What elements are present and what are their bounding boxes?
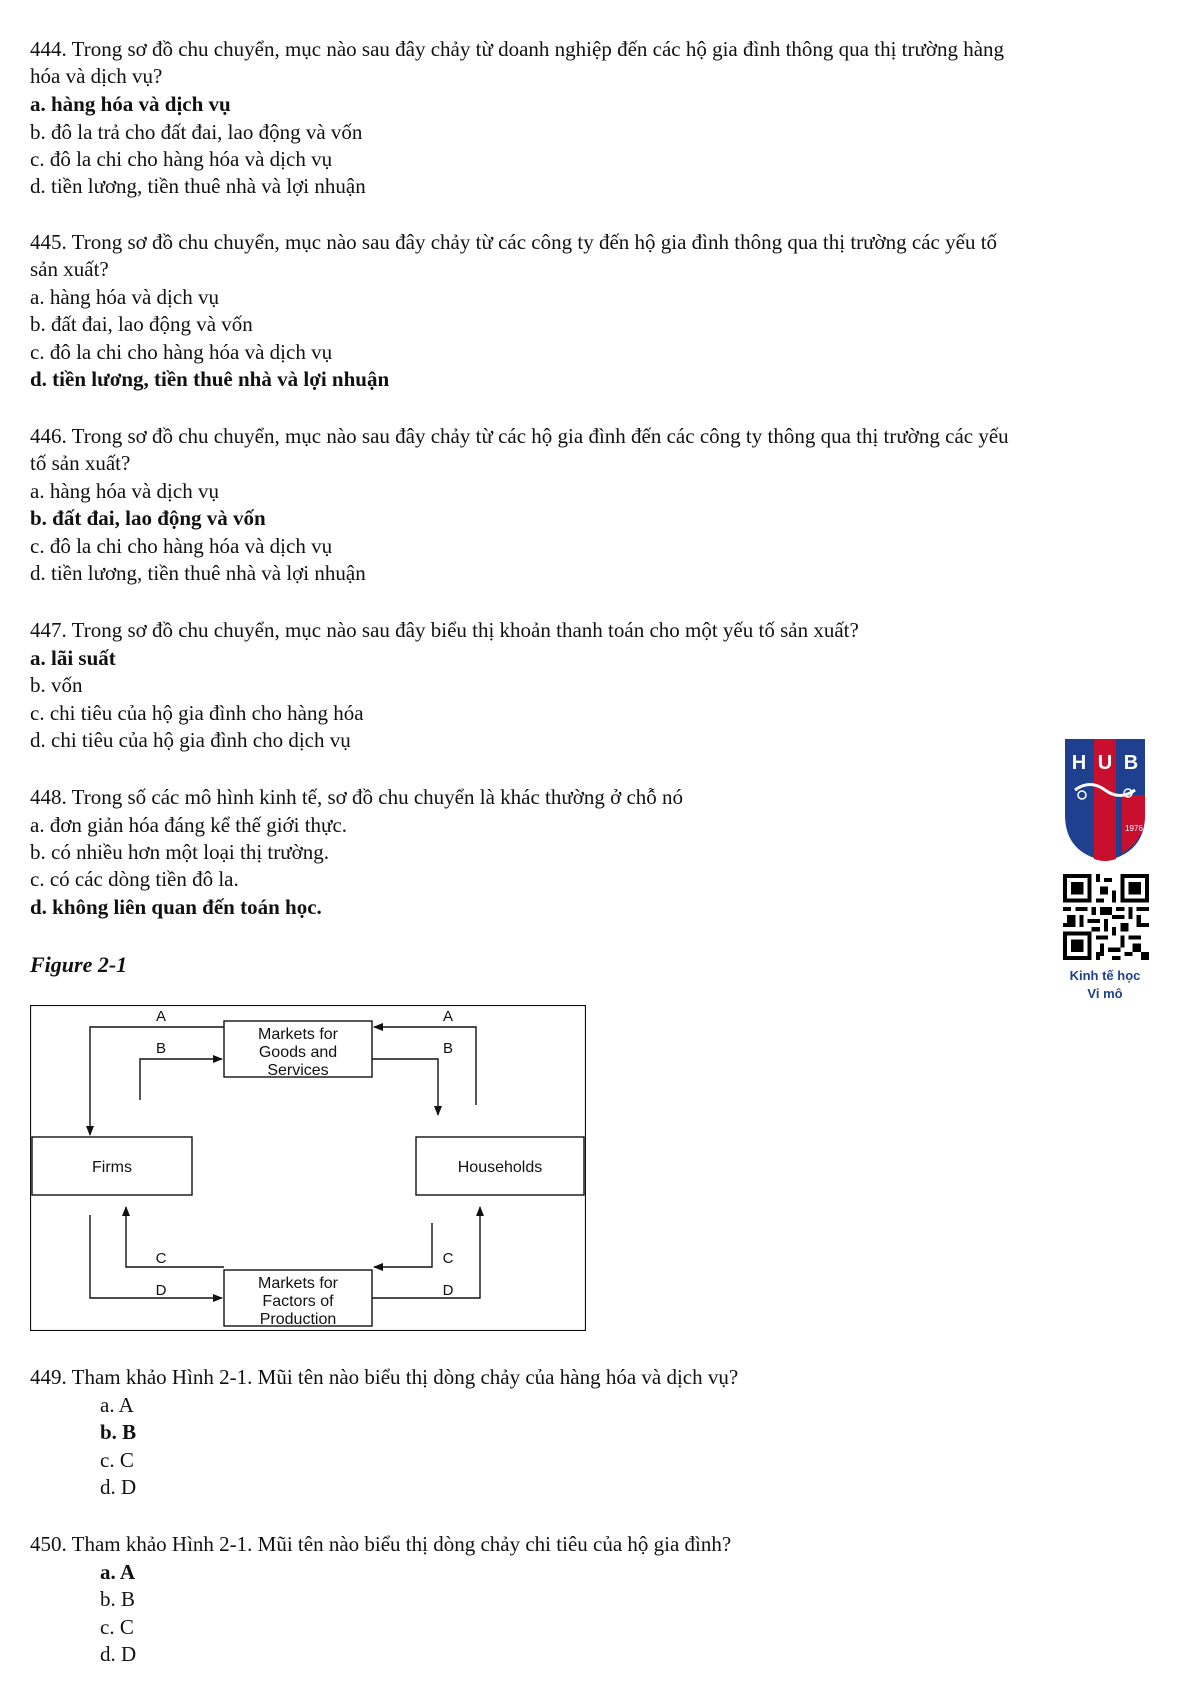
q449-option-d: d. D bbox=[100, 1475, 137, 1499]
q450-option-d: d. D bbox=[100, 1642, 137, 1666]
logo-caption-2: Vi mô bbox=[1087, 986, 1123, 1001]
logo-letter-b: B bbox=[1123, 752, 1139, 774]
q446-text-line1: 446. Trong sơ đồ chu chuyển, mục nào sau đây chảy từ các hộ gia đình đến các công ty thông qua thị trường các yếu bbox=[30, 424, 1009, 448]
arrow-label-d-right: D bbox=[442, 1282, 454, 1299]
q445-text-line2: sản xuất? bbox=[30, 257, 109, 281]
q448-option-b: b. có nhiều hơn một loại thị trường. bbox=[30, 840, 329, 864]
q448-option-a: a. đơn giản hóa đáng kể thế giới thực. bbox=[30, 813, 348, 837]
arrow-label-c-left: C bbox=[155, 1250, 167, 1267]
q445-option-d: d. tiền lương, tiền thuê nhà và lợi nhuận bbox=[30, 367, 390, 391]
arrow-label-b-left: B bbox=[155, 1040, 167, 1057]
q449-option-b: b. B bbox=[100, 1420, 137, 1444]
q450-option-c: c. C bbox=[100, 1615, 134, 1639]
factors-market-line1: Markets for bbox=[257, 1275, 339, 1292]
q450-text-line1: 450. Tham khảo Hình 2-1. Mũi tên nào biểu thị dòng chảy chi tiêu của hộ gia đình? bbox=[30, 1532, 732, 1556]
q444-option-c: c. đô la chi cho hàng hóa và dịch vụ bbox=[30, 147, 333, 171]
q449-option-c: c. C bbox=[100, 1448, 134, 1472]
q448-text-line1: 448. Trong số các mô hình kinh tế, sơ đồ chu chuyển là khác thường ở chỗ nó bbox=[30, 785, 684, 809]
q444-text-line1: 444. Trong sơ đồ chu chuyển, mục nào sau đây chảy từ doanh nghiệp đến các hộ gia đình thông qua thị trường hàng bbox=[30, 37, 1005, 61]
arrow-label-a-left: A bbox=[155, 1008, 167, 1025]
q447-text-line1: 447. Trong sơ đồ chu chuyển, mục nào sau đây biểu thị khoản thanh toán cho một yếu tố sản xuất? bbox=[30, 618, 859, 642]
q445-option-a: a. hàng hóa và dịch vụ bbox=[30, 285, 219, 309]
logo-caption-1: Kinh tế học bbox=[1069, 968, 1141, 983]
q446-option-d: d. tiền lương, tiền thuê nhà và lợi nhuận bbox=[30, 561, 366, 585]
q445-text-line1: 445. Trong sơ đồ chu chuyển, mục nào sau đây chảy từ các công ty đến hộ gia đình thông qua thị trường các yếu tố bbox=[30, 230, 998, 254]
logo-letter-u: U bbox=[1097, 752, 1113, 774]
hub-logo bbox=[1060, 735, 1150, 865]
logo-letter-h: H bbox=[1071, 752, 1087, 774]
goods-market-line2: Goods and bbox=[258, 1044, 338, 1061]
logo-year: 1976 bbox=[1125, 824, 1143, 833]
q445-option-b: b. đất đai, lao động và vốn bbox=[30, 312, 253, 336]
arrow-label-a-right: A bbox=[442, 1008, 454, 1025]
circular-flow-diagram bbox=[30, 1005, 586, 1331]
arrow-label-c-right: C bbox=[442, 1250, 454, 1267]
arrow-label-d-left: D bbox=[155, 1282, 167, 1299]
q447-option-b: b. vốn bbox=[30, 673, 83, 697]
goods-market-line3: Services bbox=[267, 1062, 329, 1079]
q449-option-a: a. A bbox=[100, 1393, 134, 1417]
q446-text-line2: tố sản xuất? bbox=[30, 451, 131, 475]
goods-market-line1: Markets for bbox=[257, 1026, 339, 1043]
arrow-label-b-right: B bbox=[442, 1040, 454, 1057]
q446-option-a: a. hàng hóa và dịch vụ bbox=[30, 479, 219, 503]
q447-option-c: c. chi tiêu của hộ gia đình cho hàng hóa bbox=[30, 701, 364, 725]
q449-text-line1: 449. Tham khảo Hình 2-1. Mũi tên nào biểu thị dòng chảy của hàng hóa và dịch vụ? bbox=[30, 1365, 739, 1389]
q444-option-a: a. hàng hóa và dịch vụ bbox=[30, 92, 231, 116]
factors-market-line2: Factors of bbox=[262, 1293, 334, 1310]
figure-title: Figure 2-1 bbox=[30, 952, 128, 977]
q446-option-b: b. đất đai, lao động và vốn bbox=[30, 506, 266, 530]
q445-option-c: c. đô la chi cho hàng hóa và dịch vụ bbox=[30, 340, 333, 364]
q447-option-a: a. lãi suất bbox=[30, 646, 116, 670]
q444-option-d: d. tiền lương, tiền thuê nhà và lợi nhuận bbox=[30, 174, 366, 198]
q448-option-c: c. có các dòng tiền đô la. bbox=[30, 867, 239, 891]
firms-label: Firms bbox=[92, 1159, 132, 1176]
q444-option-b: b. đô la trả cho đất đai, lao động và vốn bbox=[30, 120, 363, 144]
q444-text-line2: hóa và dịch vụ? bbox=[30, 64, 163, 88]
q447-option-d: d. chi tiêu của hộ gia đình cho dịch vụ bbox=[30, 728, 351, 752]
factors-market-line3: Production bbox=[259, 1311, 337, 1328]
q446-option-c: c. đô la chi cho hàng hóa và dịch vụ bbox=[30, 534, 333, 558]
households-label: Households bbox=[457, 1159, 543, 1176]
qr-code-icon bbox=[1063, 874, 1149, 960]
q448-option-d: d. không liên quan đến toán học. bbox=[30, 895, 322, 919]
q450-option-a: a. A bbox=[100, 1560, 136, 1584]
q450-option-b: b. B bbox=[100, 1587, 136, 1611]
